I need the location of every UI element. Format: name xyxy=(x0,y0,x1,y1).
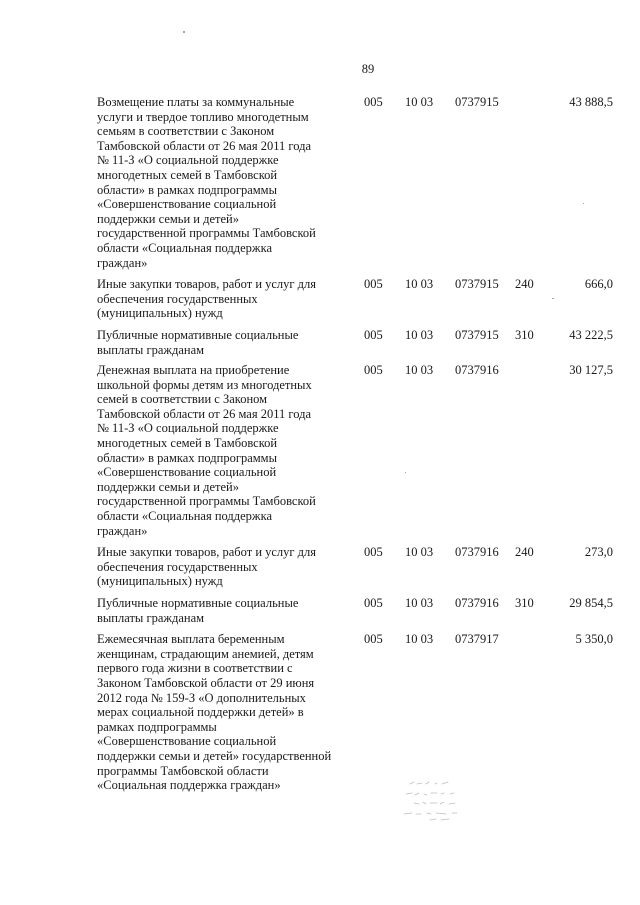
row-section-code: 10 03 xyxy=(405,632,434,647)
row-ministry-code: 005 xyxy=(364,327,383,342)
row-amount: 666,0 xyxy=(584,277,613,292)
budget-table xyxy=(97,95,613,793)
row-ministry-code: 005 xyxy=(364,632,383,647)
row-ministry-code: 005 xyxy=(364,596,383,610)
row-target-code: 0737915 xyxy=(455,95,499,109)
row-amount: 29 854,5 xyxy=(569,596,613,610)
page-number: 89 xyxy=(361,62,375,76)
row-amount: 43 888,5 xyxy=(569,95,613,109)
table-row xyxy=(97,363,613,538)
table-row xyxy=(97,328,613,357)
row-name: Иные закупки товаров, работ и услуг для обеспечения государственных (муниципальных) нужд xyxy=(97,545,317,589)
row-ministry-code: 005 xyxy=(364,545,383,560)
row-target-code: 0737917 xyxy=(455,632,499,647)
table-row xyxy=(97,632,613,793)
row-expense-type: 310 xyxy=(515,327,534,342)
table-row xyxy=(97,596,613,625)
row-section-code: 10 03 xyxy=(405,363,434,378)
row-section-code: 10 03 xyxy=(405,327,434,342)
scan-speck xyxy=(552,298,554,299)
row-name: Возмещение платы за коммунальные услуги и твердое топливо многодетным семьям в соответствии с Законом Тамбовской области от 26 мая 2011 года № 11-З «О социальной поддержке многодетных семей в Тамбовской области» в рамках подпрограммы «Совершенствование социальной поддержки семьи и детей» государственной программы Тамбовской области «Социальная поддержка граждан» xyxy=(97,95,316,270)
row-section-code: 10 03 xyxy=(405,277,434,292)
row-target-code: 0737916 xyxy=(455,363,499,378)
table-row xyxy=(97,277,613,321)
row-target-code: 0737915 xyxy=(455,327,499,342)
row-expense-type: 310 xyxy=(515,596,534,610)
row-target-code: 0737916 xyxy=(455,596,499,610)
table-row xyxy=(97,545,613,589)
row-name: Публичные нормативные социальные выплаты гражданам xyxy=(97,596,299,625)
row-section-code: 10 03 xyxy=(405,545,434,560)
row-amount: 5 350,0 xyxy=(575,632,613,647)
row-target-code: 0737916 xyxy=(455,545,499,560)
row-name: Ежемесячная выплата беременным женщинам, страдающим анемией, детям первого года жизни в соответствии с Законом Тамбовской области от 29 июня 2012 года № 159-З «О дополнительных мерах социальной поддержки детей» в рамках подпрограммы «Совершенствование социальной поддержки семьи и детей» государственной программы Тамбовской области «Социальная поддержка граждан» xyxy=(97,632,332,793)
row-section-code: 10 03 xyxy=(405,95,434,109)
scan-speck xyxy=(183,31,185,33)
faint-stamp-mark xyxy=(400,776,490,824)
row-name: Публичные нормативные социальные выплаты гражданам xyxy=(97,327,299,357)
row-amount: 30 127,5 xyxy=(569,363,613,378)
row-name: Денежная выплата на приобретение школьной формы детям из многодетных семей в соответствии с Законом Тамбовской области от 26 мая 2011 года № 11-З «О социальной поддержке многодетных семей в Тамбовской области» в рамках подпрограммы «Совершенствование социальной поддержки семьи и детей» государственной программы Тамбовской области «Социальная поддержка граждан» xyxy=(97,363,316,538)
scan-speck xyxy=(583,203,584,204)
row-name: Иные закупки товаров, работ и услуг для обеспечения государственных (муниципальных) нужд xyxy=(97,277,317,321)
scan-speck xyxy=(405,472,406,473)
row-ministry-code: 005 xyxy=(364,277,383,292)
row-ministry-code: 005 xyxy=(364,363,383,378)
row-ministry-code: 005 xyxy=(364,95,383,109)
row-expense-type: 240 xyxy=(515,545,534,560)
table-row xyxy=(97,95,613,270)
row-amount: 273,0 xyxy=(584,545,613,560)
row-section-code: 10 03 xyxy=(405,596,434,610)
row-expense-type: 240 xyxy=(515,277,534,292)
row-target-code: 0737915 xyxy=(455,277,499,292)
row-amount: 43 222,5 xyxy=(569,327,613,342)
